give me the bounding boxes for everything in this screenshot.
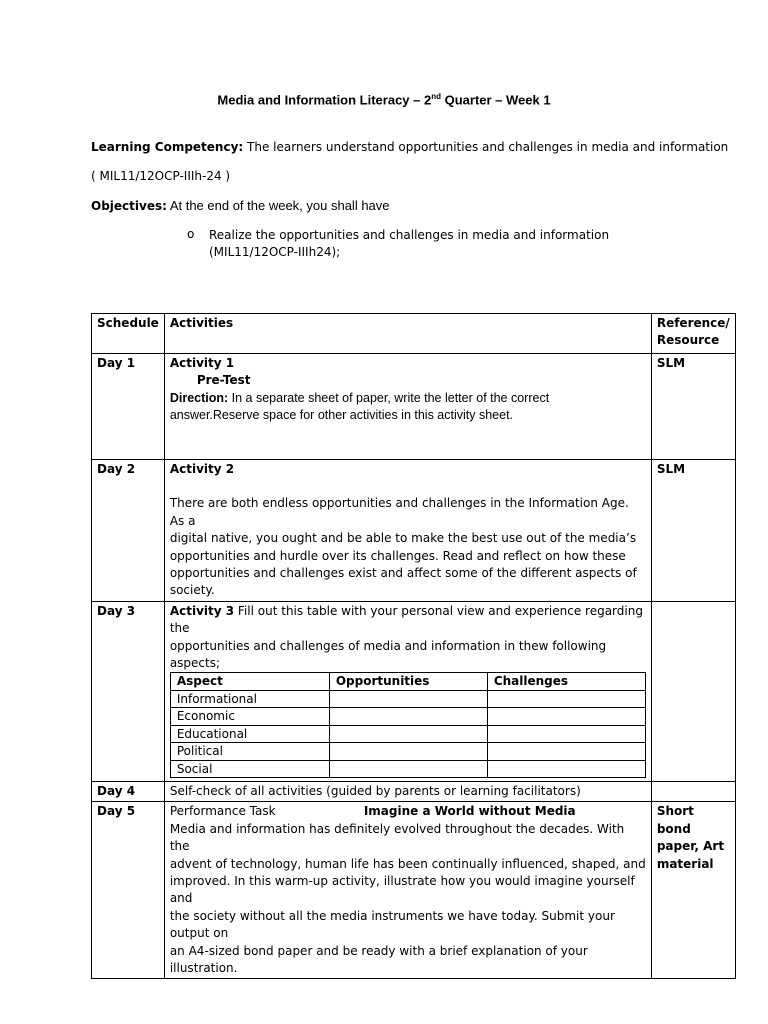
day-label: Day 2 [92, 460, 165, 602]
activity-line: Media and information has definitely evolved throughout the decades. With the [169, 821, 625, 854]
reference-cell [651, 601, 735, 781]
competency-code: ( MIL11/12OCP-IIIh-24 ) [91, 169, 231, 183]
reference-cell: SLM [651, 354, 735, 460]
activity-line: improved. In this warm-up activity, illustrate how you would imagine yourself and [169, 873, 635, 906]
activity-line: digital native, you ought and be able to make the best use out of the media’s [169, 531, 637, 546]
challenges-input[interactable] [487, 690, 645, 707]
opportunities-input[interactable] [329, 725, 487, 742]
activity-line: advent of technology, human life has been continually influenced, shaped, and [169, 856, 646, 871]
activity-subtitle: Pre-Test [196, 373, 251, 388]
activity-cell [164, 460, 651, 602]
activity-cell: Self-check of all activities (guided by parents or learning facilitators) [164, 781, 651, 801]
aspect-row: Educational [170, 725, 645, 742]
header-schedule: Schedule [92, 314, 165, 354]
objectives-text: At the end of the week, you shall have [166, 198, 390, 213]
header-reference: Reference/ Resource [651, 314, 735, 354]
task-title: Imagine a World without Media [363, 804, 576, 819]
document-title: Media and Information Literacy – 2nd Quarter – Week 1 [217, 92, 551, 108]
reference-cell: Short bond paper, Art material [651, 802, 735, 979]
activity-line: the society without all the media instruments we have today. Submit your output on [169, 908, 615, 941]
reference-cell: SLM [651, 460, 735, 602]
objectives [91, 198, 390, 213]
reference-cell [651, 781, 735, 801]
table-row [92, 460, 736, 602]
activity-line: society. [169, 583, 215, 598]
day-label: Day 4 [92, 781, 165, 801]
aspect-row: Economic [170, 708, 645, 725]
challenges-input[interactable] [487, 708, 645, 725]
activity-title: Activity 2 [169, 462, 235, 476]
task-label: Performance Task [169, 804, 276, 819]
table-row [92, 354, 736, 460]
aspect-row: Informational [170, 690, 645, 707]
activity-line: There are both endless opportunities and challenges in the Information Age. As a [169, 496, 629, 528]
opportunities-input[interactable] [329, 708, 487, 725]
table-header-row [92, 314, 736, 354]
learning-competency [91, 140, 728, 154]
challenges-input[interactable] [487, 760, 645, 777]
activity-cell [164, 354, 651, 460]
day-label: Day 3 [92, 601, 165, 781]
challenges-input[interactable] [487, 743, 645, 760]
opportunities-input[interactable] [329, 760, 487, 777]
activity-line: opportunities and hurdle over its challenges. Read and reflect on how these [169, 548, 626, 563]
learning-competency-text: The learners understand opportunities and challenges in media and information [243, 140, 729, 154]
activity-line: opportunities and challenges of media and information in thew following aspects; [169, 638, 607, 671]
opportunities-input[interactable] [329, 743, 487, 760]
activity-cell [164, 601, 651, 781]
aspect-header-row: Aspect Opportunities Challenges [170, 673, 645, 690]
learning-competency-label: Learning Competency: [91, 140, 244, 154]
challenges-input[interactable] [487, 725, 645, 742]
day-label: Day 5 [92, 802, 165, 979]
bullet-marker: o [187, 227, 195, 241]
activity-line: an A4-sized bond paper and be ready with a brief explanation of your illustration. [169, 943, 588, 975]
schedule-table [91, 313, 736, 979]
direction-text: Direction: In a separate sheet of paper, write the letter of the correct [169, 390, 550, 405]
aspect-row: Political [170, 743, 645, 760]
aspect-row: Social [170, 760, 645, 777]
table-row [92, 802, 736, 979]
activity-title: Activity 1 [169, 356, 235, 370]
activity-cell [164, 802, 651, 979]
objective-item: Realize the opportunities and challenges in media and information (MIL11/12OCP-IIIh24); [209, 228, 610, 259]
table-row [92, 781, 736, 801]
aspect-table [170, 672, 646, 777]
header-activities: Activities [164, 314, 651, 354]
objectives-label: Objectives: [91, 199, 167, 213]
opportunities-input[interactable] [329, 690, 487, 707]
table-row [92, 601, 736, 781]
direction-text-2: answer.Reserve space for other activities in this activity sheet. [169, 408, 514, 423]
day-label: Day 1 [92, 354, 165, 460]
activity-line: opportunities and challenges exist and affect some of the different aspects of [169, 566, 637, 581]
task-header [170, 803, 646, 820]
activity-intro: Activity 3 Fill out this table with your personal view and experience regarding the [169, 603, 643, 636]
